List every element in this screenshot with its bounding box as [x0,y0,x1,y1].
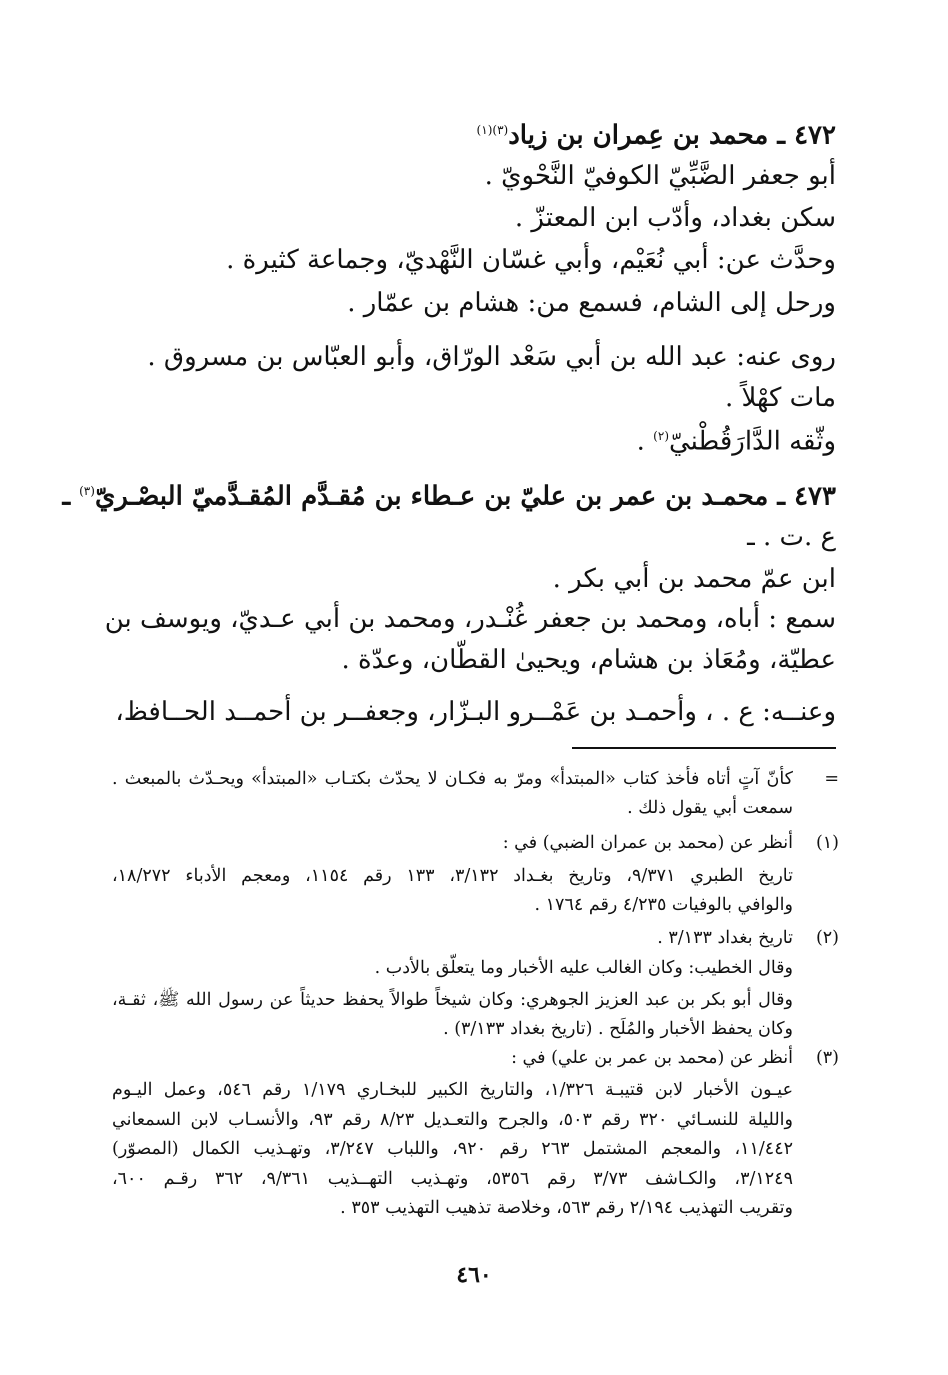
footnote-1-line-1: أنظر عن (محمد بن عمران الضبي) في : [502,833,793,853]
entry-472-line-7: وثّقه الدَّارَقُطْنيّ$^{(٢)}$ . [636,426,836,457]
entry-473-line-1: ابن عمّ محمد بن أبي بكر . [552,564,836,594]
entry-472-line-6: مات كهْلاً . [725,383,836,413]
footnote-ref: (٣) [492,123,509,137]
footnote-2-line-1: تاريخ بغداد ٣/١٣٣ . [657,928,793,948]
footnote-number: (١) [815,833,839,853]
page-number: ٤٦٠ [456,1262,492,1288]
footnote-3-line-5: ٣/١٢٤٩، والكـاشف ٣/٧٣ رقم ٥٣٥٦، وتهـذيب التهــذيب ٩/٣٦١، ٣٦٢ رقـم ٦٠٠، [112,1169,793,1189]
entry-473-line-4: وعنــه: ع . ، وأحمـد بن عَمْــرو البـزّار، وجعفــر بن أحمــد الحــافظ، [115,697,836,727]
footnote-separator [572,747,836,749]
footnote-3-line-1: أنظر عن (محمد بن عمر بن علي) في : [511,1048,793,1068]
footnote-number: (٣) [815,1048,839,1068]
footnote-2-line-4: وكان يحفظ الأخبار والمُلَح . (تاريخ بغداد ٣/١٣٣) . [443,1019,793,1039]
continuation-marker: = [824,769,839,789]
entry-473-codes: ع .ت . ـ [747,522,836,552]
footnote-3-line-2: عيـون الأخبار لابن قتيبـة ١/٣٢٦، والتاريخ الكبير للبخـاري ١/١٧٩ رقم ٥٤٦، وعمل اليـوم [112,1080,794,1100]
entry-473-line-3: عطيّة، ومُعَاذ بن هشام، ويحيىٰ القطّان، وعدّة . [341,645,836,675]
continuation-line-1: كأنّ آتٍ أتاه فأخذ كتاب «المبتدأ» ومرّ به فكـان لا يحدّث بكتـاب «المبتدأ» ويحـدّث بالمبعث . [112,769,793,789]
entry-number: ٤٧٢ [794,120,836,151]
footnote-3-line-3: والليلة للنسـائي ٣٢٠ رقم ٥٠٣، والجرح والتعـديل ٨/٢٣ رقم ٩٣، والأنسـاب لابن السمعاني [112,1110,793,1130]
entry-472-line-3: وحدَّث عن: أبي نُعَيْم، وأبي غسّان النَّهْديّ، وجماعة كثيرة . [226,245,836,275]
entry-name: محمـد بن عمر بن عليّ بن عـطاء بن مُقـدَّم المُقـدَّميّ البصْـريّ [94,481,769,512]
continuation-line-2: سمعت أبي يقول ذلك . [627,798,793,818]
entry-472-line-5: روى عنه: عبد الله بن أبي سَعْد الورّاق، وأبو العبّاس بن مسروق . [147,342,836,372]
footnote-3-line-4: ١١/٤٤٢، والمعجم المشتمل ٢٦٣ رقم ٩٢٠، واللباب ٣/٢٤٧، وتهـذيب الكمال (المصوّر) [112,1139,794,1159]
entry-text: وثّقه الدَّارَقُطْنيّ [669,426,836,457]
entry-number: ٤٧٣ [794,481,836,512]
entry-473-heading: ٤٧٣ ـ محمـد بن عمر بن عليّ بن عـطاء بن مُقـدَّم المُقـدَّميّ البصْـريّ$^{(٣)}$ ـ [62,481,836,512]
entry-472-line-1: أبو جعفر الضَّبِّيّ الكوفيّ النَّحْويّ . [484,161,836,191]
entry-473-line-2: سمع : أباه، ومحمد بن جعفر غُنْـدر، ومحمد بن أبي عـديّ، ويوسف بن [104,604,836,634]
entry-472-line-4: ورحل إلى الشام، فسمع من: هشام بن عمّار . [347,288,836,318]
footnote-3-line-6: وتقريب التهذيب ٢/١٩٤ رقم ٥٦٣، وخلاصة تذهيب التهذيب ٣٥٣ . [340,1198,793,1218]
entry-name: محمد بن عِمران بن زياد [508,120,769,151]
footnote-1-line-3: والوافي بالوفيات ٤/٢٣٥ رقم ١٧٦٤ . [534,895,793,915]
entry-472-heading: ٤٧٢ ـ محمد بن عِمران بن زياد$^{(٣)(١)}$ [476,120,836,151]
footnote-2-line-2: وقال الخطيب: وكان الغالب عليه الأخبار وما يتعلّق بالأدب . [374,958,793,978]
footnote-number: (٢) [815,928,839,948]
footnote-2-line-3: وقال أبو بكر بن عبد العزيز الجوهري: وكان شيخاً طوالاً يحفظ حديثاً عن رسول الله ﷺ، ثقـة، [112,990,793,1010]
footnote-ref: (٢) [653,429,669,443]
footnote-ref: (٣) [79,484,95,498]
entry-472-line-2: سكن بغداد، وأدّب ابن المعتزّ . [514,203,836,233]
footnote-1-line-2: تاريخ الطبري ٩/٣٧١، وتاريخ بغـداد ٣/١٣٢، ١٣٣ رقم ١١٥٤، ومعجم الأدباء ١٨/٢٧٢، [112,866,793,886]
footnote-ref: (١) [476,123,493,137]
